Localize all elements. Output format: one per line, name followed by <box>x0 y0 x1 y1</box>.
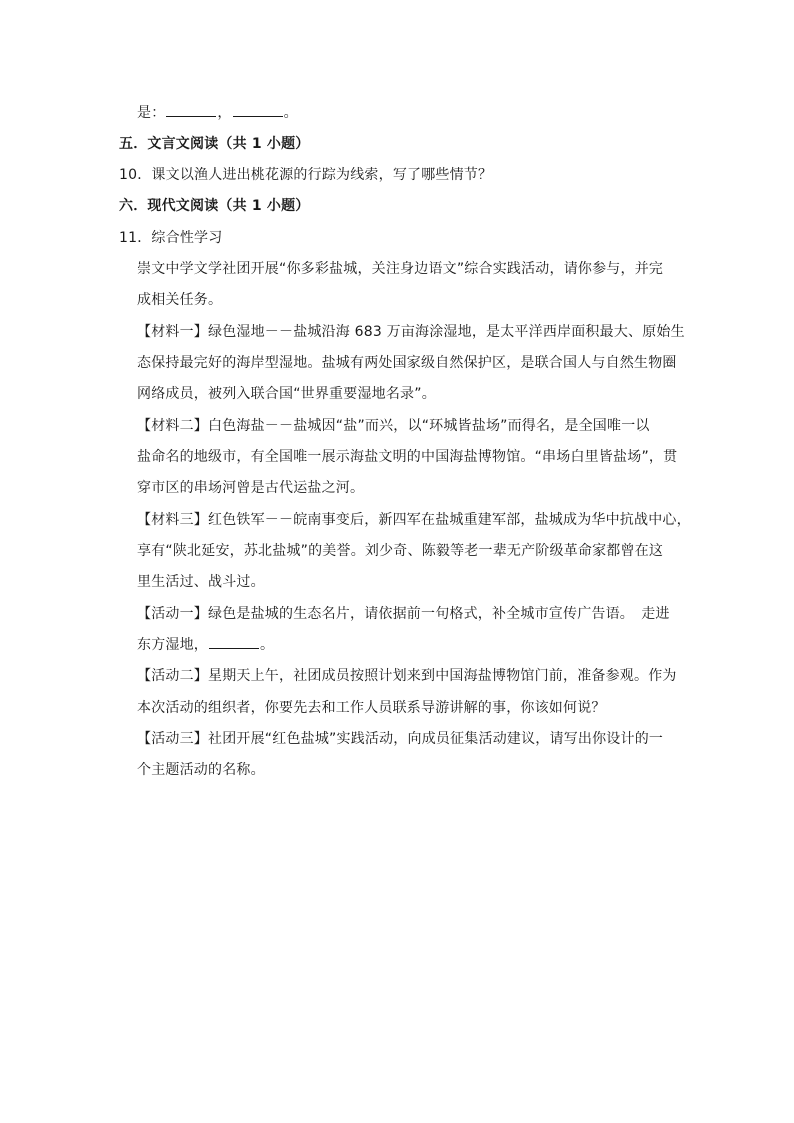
material-2-line-1: 【材料二】白色海盐－－盐城因“盐”而兴，以“环城皆盐场”而得名，是全国唯一以 <box>137 418 650 434</box>
material-3-line-2: 享有“陕北延安，苏北盐城”的美誉。刘少奇、陈毅等老一辈无产阶级革命家都曾在这 <box>137 543 664 559</box>
material-1-line-2: 态保持最完好的海岸型湿地。盐城有两处国家级自然保护区，是联合国人与自然生物圈 <box>137 355 677 371</box>
activity-2-line-1: 【活动二】星期天上午，社团成员按照计划来到中国海盐博物馆门前，准备参观。作为 <box>137 668 677 684</box>
answer-blank[interactable] <box>209 636 259 649</box>
activity-1-end: 。 <box>260 637 275 653</box>
material-2-line-3: 穿市区的串场河曾是古代运盐之河。 <box>137 480 365 496</box>
answer-end: 。 <box>283 105 298 121</box>
answer-prefix: 是： <box>137 105 166 121</box>
answer-blank[interactable] <box>166 104 216 117</box>
intro-line-1: 崇文中学文学社团开展“你多彩盐城，关注身边语文”综合实践活动，请你参与，并完 <box>137 261 664 277</box>
activity-1-line-2 <box>137 636 274 654</box>
answer-line-1 <box>137 104 298 122</box>
answer-blank[interactable] <box>233 104 283 117</box>
material-2-line-2: 盐命名的地级市，有全国唯一展示海盐文明的中国海盐博物馆。“串场白里皆盐场”，贯 <box>137 449 678 465</box>
material-1-line-3: 网络成员，被列入联合国“世界重要湿地名录”。 <box>137 386 436 402</box>
question-11: 11．综合性学习 <box>119 230 223 246</box>
material-3-line-3: 里生活过、战斗过。 <box>137 574 265 590</box>
question-10: 10．课文以渔人进出桃花源的行踪为线索，写了哪些情节？ <box>119 167 493 183</box>
activity-1-prefix: 东方湿地， <box>137 637 208 653</box>
activity-1-line-1: 【活动一】绿色是盐城的生态名片，请依据前一句格式，补全城市宣传广告语。 走进 <box>137 606 670 622</box>
material-1-line-1: 【材料一】绿色湿地－－盐城沿海 683 万亩海涂湿地，是太平洋西岸面积最大、原始生 <box>137 324 685 340</box>
intro-line-2: 成相关任务。 <box>137 292 223 308</box>
activity-3-line-1: 【活动三】社团开展“红色盐城”实践活动，向成员征集活动建议，请写出你设计的一 <box>137 731 664 747</box>
activity-3-line-2: 个主题活动的名称。 <box>137 762 265 778</box>
section-heading-6: 六．现代文阅读（共 1 小题） <box>119 198 310 214</box>
material-3-line-1: 【材料三】红色铁军－－皖南事变后，新四军在盐城重建军部，盐城成为华中抗战中心， <box>137 512 691 528</box>
answer-separator: ， <box>217 105 232 121</box>
section-heading-5: 五．文言文阅读（共 1 小题） <box>119 136 310 152</box>
activity-2-line-2: 本次活动的组织者，你要先去和工作人员联系导游讲解的事，你该如何说？ <box>137 700 606 716</box>
